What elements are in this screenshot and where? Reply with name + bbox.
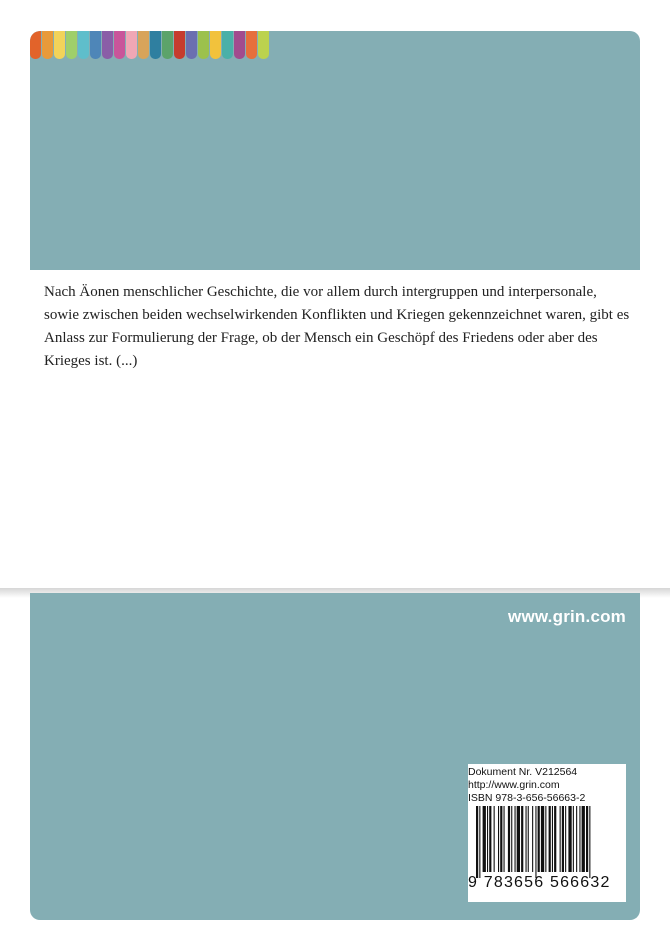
- barcode-graphic: [476, 806, 626, 878]
- barcode-bar: [517, 806, 520, 872]
- barcode-bar: [498, 806, 499, 872]
- barcode-digits: 9 783656 566632: [468, 874, 611, 891]
- color-stripe: [246, 31, 257, 59]
- color-stripe: [210, 31, 221, 59]
- color-stripe: [90, 31, 101, 59]
- barcode-bar: [489, 806, 491, 872]
- color-stripe: [66, 31, 77, 59]
- barcode-bar: [552, 806, 553, 872]
- barcode-bar: [508, 806, 510, 872]
- barcode-bar: [589, 806, 590, 878]
- color-stripe: [78, 31, 89, 59]
- color-stripe: [162, 31, 173, 59]
- barcode-bar: [494, 806, 495, 872]
- color-stripe: [102, 31, 113, 59]
- barcode-bar: [476, 806, 478, 878]
- cover-bottom-panel: [30, 593, 640, 920]
- barcode-bar: [500, 806, 502, 872]
- barcode-bar: [560, 806, 561, 872]
- color-stripe: [198, 31, 209, 59]
- barcode-bar: [545, 806, 546, 872]
- barcode-bar: [582, 806, 585, 872]
- color-stripe: [258, 31, 269, 59]
- barcode-bar: [576, 806, 577, 872]
- barcode-bar: [554, 806, 556, 872]
- isbn-number: ISBN 978-3-656-56663-2: [468, 792, 586, 804]
- color-stripe: [138, 31, 149, 59]
- barcode-bar: [511, 806, 512, 872]
- barcode-bar: [528, 806, 529, 872]
- document-url: http://www.grin.com: [468, 779, 560, 791]
- color-stripe: [174, 31, 185, 59]
- publisher-url[interactable]: www.grin.com: [508, 607, 626, 626]
- barcode-bar: [568, 806, 571, 872]
- barcode-bar: [562, 806, 564, 872]
- barcode-bar: [538, 806, 540, 872]
- cover-top-panel: [30, 31, 640, 270]
- barcode-bar: [573, 806, 574, 872]
- color-stripe: [54, 31, 65, 59]
- color-stripe: [126, 31, 137, 59]
- color-stripe: [150, 31, 161, 59]
- barcode-bar: [541, 806, 544, 872]
- barcode-bar: [526, 806, 527, 872]
- document-number: Dokument Nr. V212564: [468, 766, 578, 778]
- barcode-bar: [504, 806, 505, 872]
- barcode-bar: [535, 806, 536, 878]
- barcode-bar: [483, 806, 486, 872]
- barcode-bar: [515, 806, 516, 872]
- barcode-bar: [521, 806, 523, 872]
- color-stripe: [234, 31, 245, 59]
- barcode-bar: [487, 806, 488, 872]
- barcode-box: [468, 764, 626, 902]
- barcode-meta: [468, 766, 626, 805]
- barcode-bar: [565, 806, 566, 872]
- blurb-text: Nach Äonen menschlicher Geschichte, die vor allem durch intergruppen und interpersonale, sowie zwischen beiden wechselwirkenden Konflikten und Kriegen gekennzeichnet waren, gibt es Anlass zur Formulierung der Frage, ob der Mensch ein Geschöpf des Friedens oder aber des Krieges ist. (...): [44, 284, 630, 369]
- barcode-bar: [586, 806, 588, 872]
- color-stripe: [186, 31, 197, 59]
- barcode-bar: [579, 806, 580, 872]
- color-stripe: [222, 31, 233, 59]
- color-stripe: [42, 31, 53, 59]
- barcode-bar: [479, 806, 480, 878]
- barcode-bar: [549, 806, 551, 872]
- color-stripe: [30, 31, 41, 59]
- barcode-bar: [532, 806, 533, 872]
- color-stripes: [30, 31, 270, 59]
- color-stripe: [114, 31, 125, 59]
